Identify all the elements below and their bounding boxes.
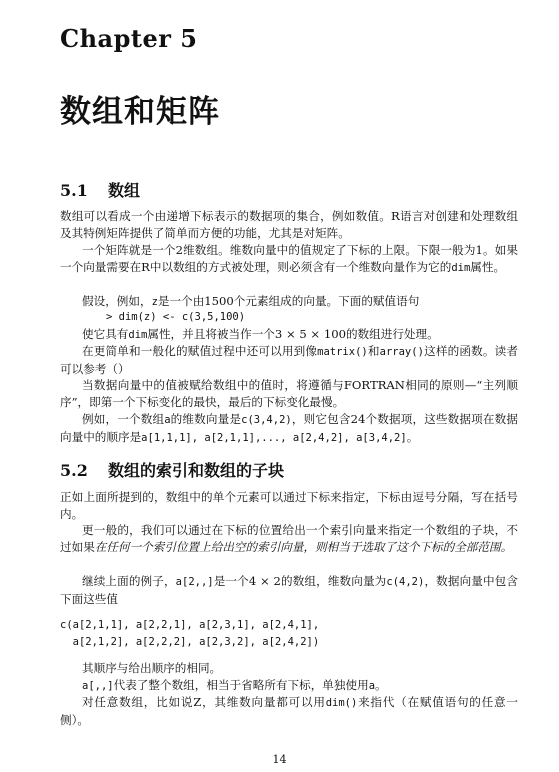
paragraph-matrix [60, 242, 518, 277]
inline-code: a[2,,] [175, 576, 214, 588]
inline-code: matrix() [317, 346, 368, 358]
chapter-label: Chapter 5 [60, 24, 198, 53]
text-run: 是一个4 × 2的数组，维数向量为 [213, 574, 387, 588]
paragraph-intro: 数组可以看成一个由递增下标表示的数据项的集合，例如数值。R语言对创建和处理数组及其特例矩阵提供了简单而方便的功能，尤其是对矩阵。 [60, 209, 518, 240]
section-title: 数组 [108, 181, 141, 200]
chapter-title: 数组和矩阵 [60, 94, 220, 130]
inline-code: array() [379, 346, 424, 358]
inline-code: z [151, 296, 158, 308]
text-run: 是一个由1500个元素组成的向量。下面的赋值语句 [157, 294, 420, 308]
text-run: 更一般的，我们可以通过在下标的位置给出一个索引向量来指定一个数组的子块，不过如果 [60, 523, 518, 554]
paragraph-functions [60, 343, 518, 378]
paragraph-order-note: 其顺序与给出顺序的相同。 [82, 661, 222, 675]
text-run: 属性。 [470, 260, 506, 274]
paragraph-subblock [60, 522, 518, 556]
paragraph-order-example [60, 411, 518, 447]
text-run: 一个矩阵就是一个2维数组。维数向量中的值规定了下标的上限。下限一般为1。如果一个向量需要在R中以数组的方式被处理，则必须含有一个维数向量作为它的 [60, 243, 518, 274]
section-title: 数组的索引和数组的子块 [108, 461, 285, 480]
inline-code: a[1,1,1], a[2,1,1],..., a[2,4,2], a[3,4,2] [141, 432, 407, 444]
inline-code: c(3,4,2) [241, 414, 292, 426]
inline-code: a [368, 680, 376, 692]
paragraph-single-element: 正如上面所提到的，数组中的单个元素可以通过下标来指定，下标由逗号分隔，写在括号内。 [60, 490, 518, 521]
section-number: 5.1 [60, 181, 88, 200]
text-run: 继续上面的例子， [82, 574, 176, 588]
emphasized-text: 在任何一个索引位置上给出空的索引向量，则相当于选取了这个下标的全部范围。 [94, 540, 513, 554]
paragraph-dim-function [60, 694, 518, 729]
text-run: 。 [406, 430, 419, 444]
section-heading-5-2 [60, 458, 284, 481]
text-run: 对任意数组，比如说Z，其维数向量都可以用 [82, 695, 326, 709]
code-block-dim: > dim(z) <- c(3,5,100) [106, 311, 246, 323]
paragraph-column-major: 当数据向量中的值被赋给数组中的值时，将遵循与FORTRAN相同的原则—“主列顺序”，即第一个下标变化的最快，最后的下标变化最慢。 [60, 378, 518, 409]
text-run: 来指代（在赋值语句的任意一侧）。 [60, 695, 518, 727]
text-run: ，则它包含24个数据项，这些数据项在数据向量中的顺序是 [60, 412, 518, 444]
text-run: 。 [375, 678, 387, 692]
inline-code: a [164, 414, 171, 426]
text-run: 和 [367, 344, 380, 358]
inline-code: dim() [325, 697, 358, 709]
text-run: ，数据向量中包含下面这些值 [60, 574, 518, 606]
code-block-values-line2: a[2,1,2], a[2,2,2], a[2,3,2], a[2,4,2]) [60, 636, 320, 648]
text-run: 假设，例如， [82, 294, 152, 308]
inline-code: dim [451, 262, 471, 274]
paragraph-whole-array [60, 677, 518, 695]
inline-code: c(4,2) [386, 576, 425, 588]
paragraph-dim-attr [60, 326, 518, 344]
paragraph-continue-example [60, 573, 518, 608]
text-run: 代表了整个数组，相当于省略所有下标，单独使用 [113, 678, 369, 692]
page-number: 14 [272, 753, 287, 766]
text-run: 在更简单和一般化的赋值过程中还可以用到像 [82, 344, 318, 358]
inline-code: a[,,] [82, 680, 114, 692]
text-run: 属性，并且将被当作一个3 × 5 × 100的数组进行处理。 [147, 327, 439, 341]
section-heading-5-1 [60, 178, 140, 201]
inline-code: dim [128, 329, 148, 341]
text-run: 这样的函数。读者可以参考（） [60, 344, 518, 376]
text-run: 的维数向量是 [170, 412, 242, 426]
text-run: 例如，一个数组 [82, 412, 165, 426]
text-run: 使它具有 [82, 327, 129, 341]
section-number: 5.2 [60, 461, 88, 480]
code-block-values-line1: c(a[2,1,1], a[2,2,1], a[2,3,1], a[2,4,1], [60, 619, 320, 631]
